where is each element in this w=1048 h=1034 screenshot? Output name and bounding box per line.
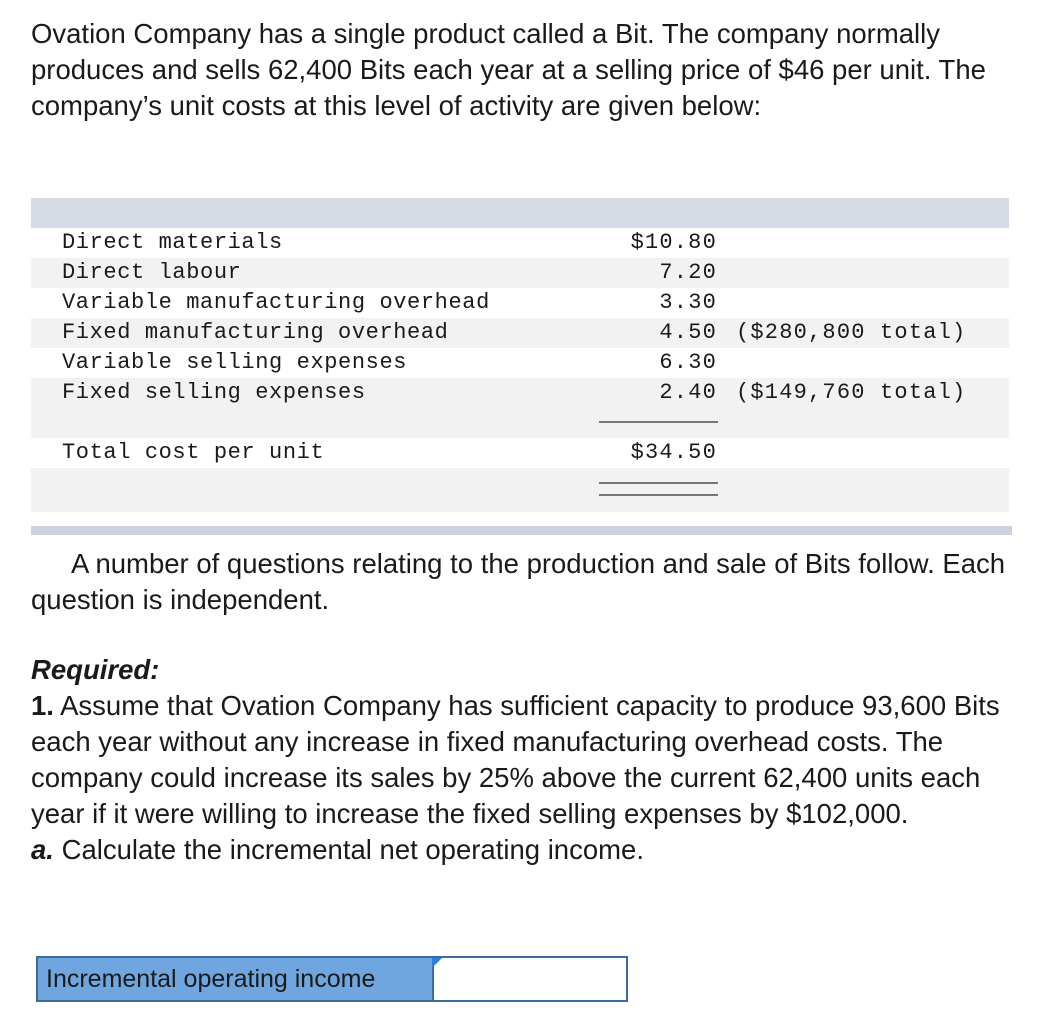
- instructions-paragraph: A number of questions relating to the production and sale of Bits follow. Each question is independent.: [31, 548, 1006, 615]
- cost-amount: 3.30: [659, 290, 717, 315]
- cost-label: Variable selling expenses: [62, 350, 408, 375]
- total-double-underline-bottom: [599, 494, 718, 496]
- question-1: [31, 688, 1021, 832]
- cost-label: Fixed selling expenses: [62, 380, 366, 405]
- incremental-operating-income-input[interactable]: [434, 958, 626, 1000]
- table-header-band: [31, 198, 1009, 228]
- cost-amount: 4.50: [659, 320, 717, 345]
- table-row: [31, 318, 1009, 348]
- total-amount: $34.50: [630, 440, 717, 465]
- table-row: [31, 348, 1009, 378]
- cost-table: [31, 198, 1009, 512]
- cost-amount: 2.40: [659, 380, 717, 405]
- cost-note: ($149,760 total): [736, 380, 967, 405]
- total-double-underline-top: [599, 482, 718, 484]
- cost-label: Variable manufacturing overhead: [62, 290, 490, 315]
- answer-row: [36, 956, 630, 1002]
- question-1-text: Assume that Ovation Company has sufficient capacity to produce 93,600 Bits each year without any increase in fixed manufacturing overhead costs. The company could increase its sales by 25% above the current 62,400 units each year if it were willing to increase the fixed selling expenses by $102,000.: [31, 690, 1000, 829]
- input-flag-icon: [432, 958, 442, 968]
- intro-paragraph: Ovation Company has a single product called a Bit. The company normally produces and sells 62,400 Bits each year at a selling price of $46 per unit. The company’s unit costs at this level of activity are given below:: [31, 18, 986, 121]
- section-divider: [31, 526, 1012, 535]
- table-row: [31, 258, 1009, 288]
- required-heading: Required:: [31, 654, 160, 685]
- total-label: Total cost per unit: [62, 440, 325, 465]
- cost-amount: $10.80: [630, 230, 717, 255]
- cost-label: Direct labour: [62, 260, 242, 285]
- cost-label: Fixed manufacturing overhead: [62, 320, 449, 345]
- question-1a-text: Calculate the incremental net operating income.: [61, 834, 644, 865]
- table-row: [31, 288, 1009, 318]
- cost-amount: 7.20: [659, 260, 717, 285]
- answer-input-cell[interactable]: [432, 956, 628, 1002]
- table-row: [31, 228, 1009, 258]
- question-1a: [31, 832, 1021, 868]
- cost-label: Direct materials: [62, 230, 283, 255]
- answer-label: Incremental operating income: [36, 956, 442, 1002]
- question-1a-letter: a.: [31, 834, 54, 865]
- table-row: [31, 378, 1009, 408]
- total-row: [31, 438, 1009, 468]
- cost-amount: 6.30: [659, 350, 717, 375]
- question-1-number: 1.: [31, 690, 54, 721]
- required-section: [31, 652, 1021, 868]
- cost-note: ($280,800 total): [736, 320, 967, 345]
- subtotal-underline: [599, 421, 718, 423]
